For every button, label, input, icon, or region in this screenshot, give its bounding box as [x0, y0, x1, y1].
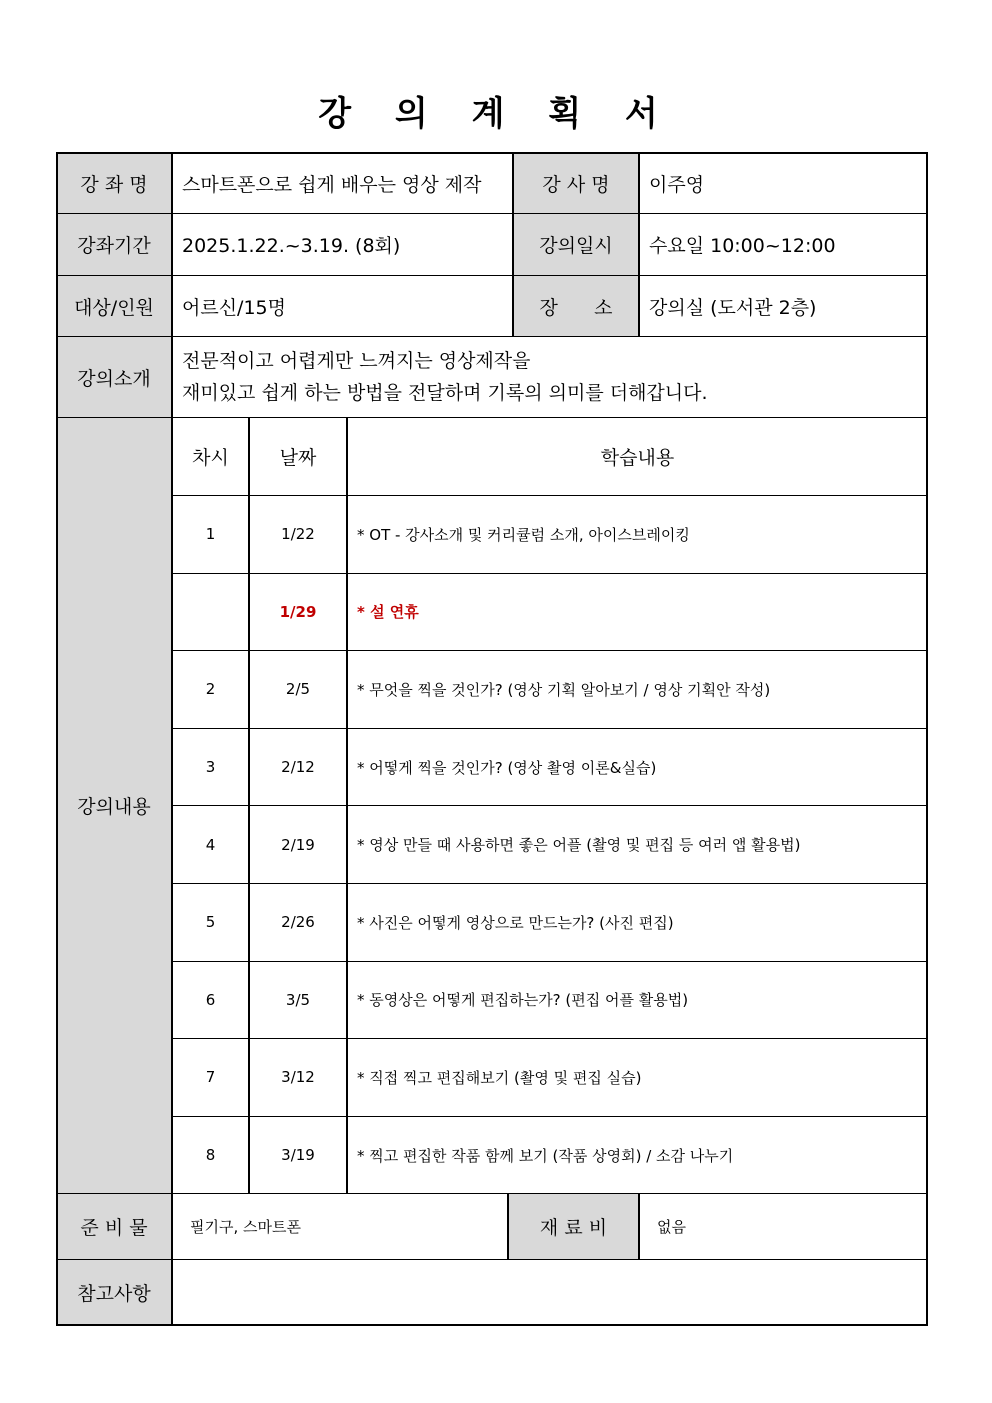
target-label-text: 대상/인원 — [74, 296, 154, 319]
notes-label-text: 참고사항 — [77, 1283, 151, 1305]
table-row-session-text: 6 — [205, 990, 216, 1009]
table-row-date-text: 3/5 — [285, 990, 311, 1009]
schedule-label-text: 강의일시 — [539, 235, 613, 257]
fee-value-text: 없음 — [657, 1218, 686, 1236]
instructor-label-text: 강 사 명 — [542, 173, 610, 196]
table-row-session-text: 5 — [205, 913, 216, 932]
fee-label-text: 재 료 비 — [539, 1217, 608, 1239]
table-row-date-text: 2/26 — [281, 913, 315, 932]
supplies-label-text: 준 비 물 — [80, 1217, 148, 1239]
col-date-header-text: 날짜 — [279, 447, 317, 469]
place-label-text: 장 소 — [539, 296, 613, 319]
table-row-content-text: * 직접 찍고 편집해보기 (촬영 및 편집 실습) — [357, 1068, 642, 1087]
table-row-date-text: 3/12 — [281, 1068, 315, 1087]
period-label-text: 강좌기간 — [77, 235, 151, 257]
col-session-header-text: 차시 — [192, 447, 229, 469]
table-row-date-text: 2/19 — [281, 835, 315, 854]
content-label-text: 강의내용 — [77, 796, 151, 818]
table-row-session-text: 8 — [205, 1146, 216, 1165]
course-name-label-text: 강 좌 명 — [80, 173, 148, 196]
table-row-date-text: 2/5 — [285, 680, 311, 699]
table-row-content-text: * 영상 만들 때 사용하면 좋은 어플 (촬영 및 편집 등 여러 앱 활용법) — [357, 836, 801, 855]
target-value-text: 어르신/15명 — [182, 296, 286, 319]
table-row-date-text: 1/22 — [281, 525, 315, 544]
course-name-value-text: 스마트폰으로 쉽게 배우는 영상 제작 — [182, 173, 482, 196]
table-row-session-text: 3 — [205, 758, 216, 777]
table-row-content-text: * 사진은 어떻게 영상으로 만드는가? (사진 편집) — [357, 913, 674, 932]
intro-label-text: 강의소개 — [77, 367, 151, 390]
col-content-header-text: 학습내용 — [600, 447, 675, 469]
page-title: 강 의 계 획 서 — [318, 94, 674, 134]
table-row-session-text: 1 — [205, 525, 216, 544]
table-row-session-text: 4 — [205, 835, 216, 854]
schedule-value-text: 수요일 10:00~12:00 — [649, 235, 836, 257]
table-row-session-text: 2 — [205, 680, 216, 699]
table-row-content-text: * 찍고 편집한 작품 함께 보기 (작품 상영회) / 소감 나누기 — [357, 1146, 734, 1165]
supplies-value-text: 필기구, 스마트폰 — [190, 1218, 301, 1236]
period-value-text: 2025.1.22.~3.19. (8회) — [182, 235, 401, 257]
table-border — [56, 152, 928, 1326]
place-value-text: 강의실 (도서관 2층) — [649, 296, 817, 319]
table-row-content-text: * 무엇을 찍을 것인가? (영상 기획 알아보기 / 영상 기획안 작성) — [357, 680, 771, 699]
intro-line-1: 전문적이고 어렵게만 느껴지는 영상제작을 — [182, 350, 531, 372]
table-row-date-text: 3/19 — [281, 1146, 315, 1165]
table-row-content-text: * 동영상은 어떻게 편집하는가? (편집 어플 활용법) — [357, 991, 689, 1010]
table-row-content-text: * 어떻게 찍을 것인가? (영상 촬영 이론&실습) — [357, 758, 657, 777]
table-row-date-text: 2/12 — [281, 758, 315, 777]
intro-line-2: 재미있고 쉽게 하는 방법을 전달하며 기록의 의미를 더해갑니다. — [182, 382, 708, 404]
table-row-session-text: 7 — [205, 1068, 216, 1087]
table-row-content-text: * 설 연휴 — [357, 603, 419, 622]
table-row-content-text: * OT - 강사소개 및 커리큘럼 소개, 아이스브레이킹 — [357, 525, 690, 544]
table-row-date-text: 1/29 — [279, 602, 317, 621]
instructor-value-text: 이주영 — [649, 173, 705, 196]
